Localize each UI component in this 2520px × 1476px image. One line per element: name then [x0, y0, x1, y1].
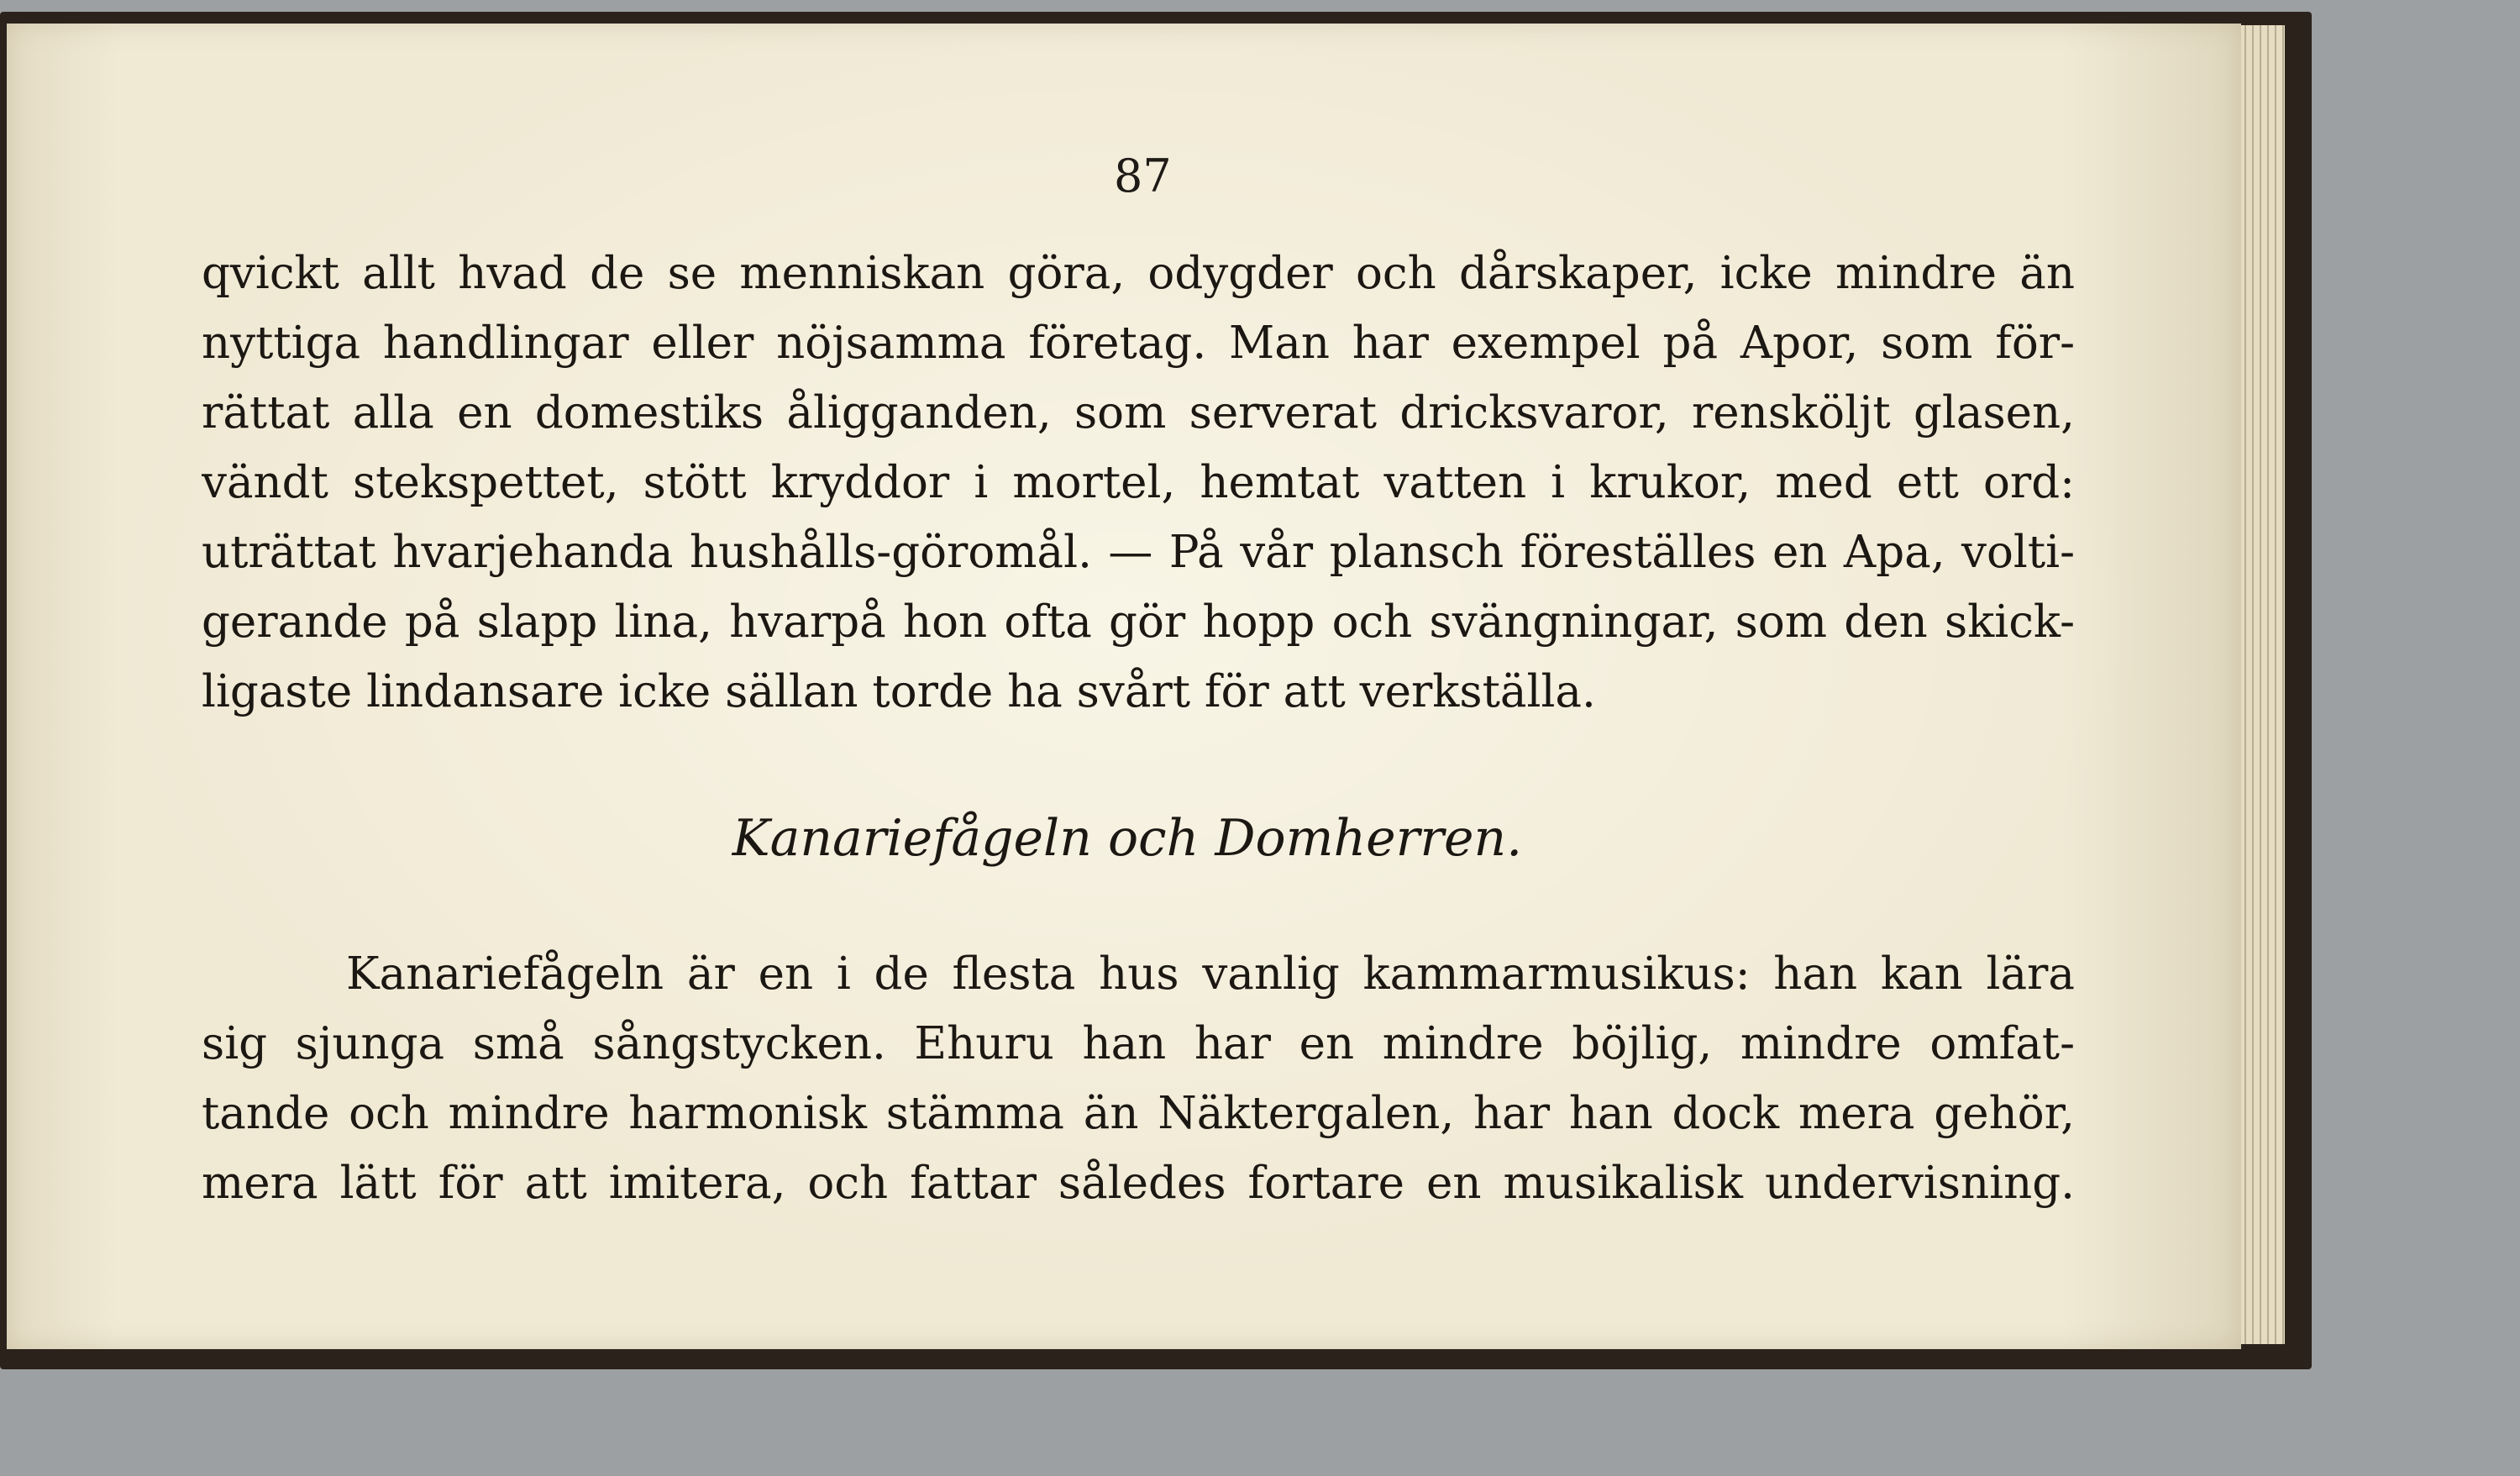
book-page [7, 24, 2241, 1349]
text-line: mera lätt för att imitera, och fattar således fortare en musikalisk undervisning. [202, 1158, 2075, 1209]
text-line: Kanariefågeln är en i de flesta hus vanlig kammarmusikus: han kan lära [346, 948, 2075, 1000]
text-line: tande och mindre harmonisk stämma än Näktergalen, har han dock mera gehör, [202, 1088, 2075, 1139]
paragraph-apes [202, 239, 2075, 727]
section-heading: Kanariefågeln och Domherren. [732, 809, 1523, 868]
text-line: ligaste lindansare icke sällan torde ha svårt för att verkställa. [202, 666, 1596, 717]
text-line: nyttiga handlingar eller nöjsamma företag. Man har exempel på Apor, som för- [202, 318, 2075, 369]
text-line: uträttat hvarjehanda hushålls-göromål. — På vår plansch föreställes en Apa, volti- [202, 527, 2075, 578]
page-number: 87 [1114, 150, 1172, 202]
text-line: sig sjunga små sångstycken. Ehuru han har en mindre böjlig, mindre omfat- [202, 1018, 2075, 1069]
text-line: qvickt allt hvad de se menniskan göra, odygder och dårskaper, icke mindre än [202, 248, 2075, 299]
paragraph-canary [202, 939, 2075, 1218]
text-line: vändt stekspettet, stött kryddor i mortel, hemtat vatten i krukor, med ett ord: [202, 457, 2075, 508]
text-line: gerande på slapp lina, hvarpå hon ofta gör hopp och svängningar, som den skick- [202, 596, 2075, 648]
text-line: rättat alla en domestiks åligganden, som serverat dricksvaror, rensköljt glasen, [202, 387, 2075, 439]
